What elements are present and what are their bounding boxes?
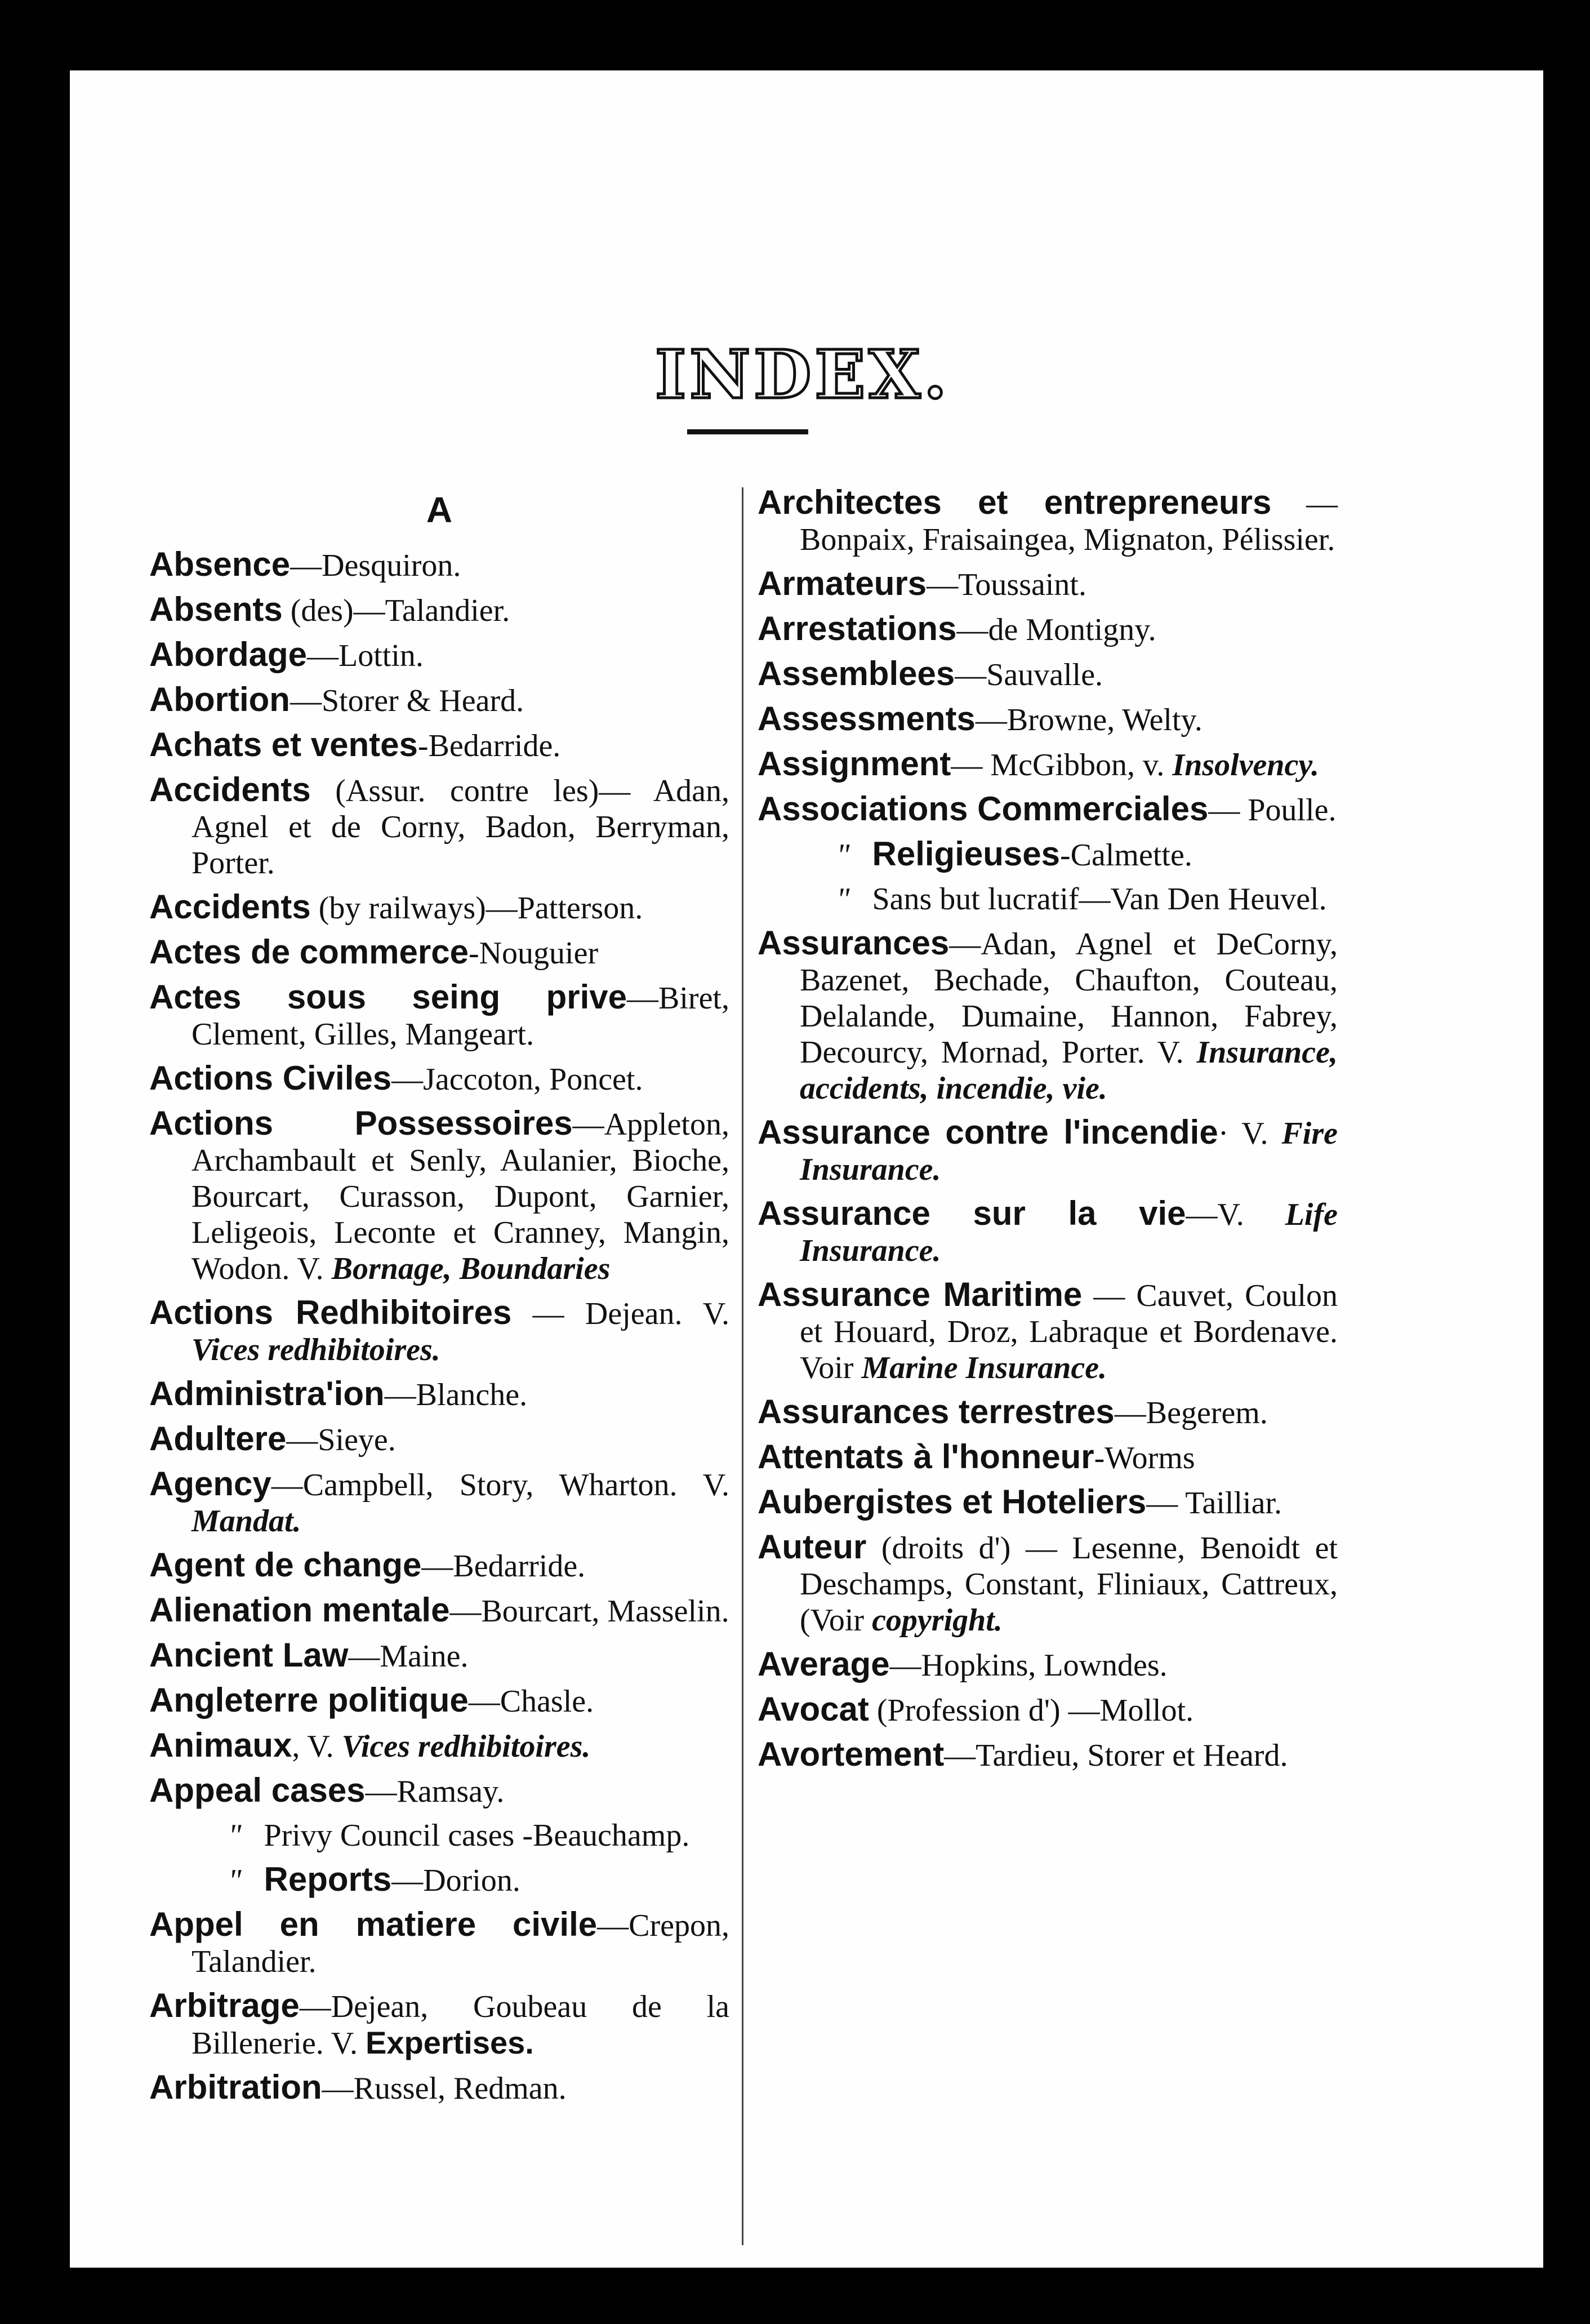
entry-authors: —Dejean, Goubeau de la Billenerie. V. bbox=[191, 1989, 729, 2061]
entry-heading: Actions Redhibitoires bbox=[149, 1294, 512, 1331]
entry-authors: (droits d') — Lesenne, Benoidt et Deschamps, Constant, Fliniaux, Cattreux, (Voir bbox=[800, 1531, 1338, 1638]
section-letter: A bbox=[426, 490, 453, 530]
ditto-mark: " bbox=[228, 1863, 242, 1898]
title-underline bbox=[687, 429, 808, 434]
entry-heading: Architectes et entrepreneurs bbox=[758, 483, 1272, 521]
index-entry bbox=[758, 1529, 1338, 1638]
index-entry bbox=[758, 701, 1338, 738]
entry-heading: Armateurs bbox=[758, 565, 927, 602]
entry-cross-reference: Bornage, Boundaries bbox=[331, 1251, 611, 1286]
index-entry bbox=[758, 566, 1338, 603]
entry-authors: —V. bbox=[1186, 1197, 1285, 1232]
entry-cross-reference: Expertises. bbox=[366, 2025, 534, 2060]
entry-heading: Absence bbox=[149, 545, 291, 583]
entry-heading: Avocat bbox=[758, 1690, 869, 1728]
entry-authors: (Assur. contre les)— Adan, Agnel et de Corny, Badon, Berryman, Porter. bbox=[191, 774, 729, 881]
entry-heading: Arbitration bbox=[149, 2068, 322, 2106]
entry-authors: (des)—Talandier. bbox=[282, 593, 510, 628]
entry-authors: Privy Council cases -Beauchamp. bbox=[264, 1818, 690, 1853]
entry-cross-reference: Marine Insurance. bbox=[861, 1350, 1107, 1385]
entry-heading: Actions Possessoires bbox=[149, 1104, 573, 1142]
entry-authors: —de Montigny. bbox=[956, 612, 1156, 647]
entry-heading: Administra'ion bbox=[149, 1375, 385, 1412]
index-entry bbox=[149, 1727, 729, 1765]
entry-authors: —Appleton, Archambault et Senly, Aulanier, Bioche, Bourcart, Curasson, Dupont, Garnier, Leligeois, Leconte et Cranney, Mangin, Wodon. V. bbox=[191, 1107, 729, 1286]
entry-authors: —Campbell, Story, Wharton. V. bbox=[271, 1468, 729, 1503]
entry-heading: Aubergistes et Hoteliers bbox=[758, 1483, 1147, 1521]
entry-authors: -Worms bbox=[1094, 1441, 1195, 1476]
entry-heading: Assurance sur la vie bbox=[758, 1194, 1186, 1232]
entry-authors: — Poulle. bbox=[1208, 793, 1337, 828]
entries-right bbox=[758, 485, 1338, 1774]
entry-authors: — McGibbon, v. bbox=[951, 748, 1173, 783]
entry-heading: Accidents bbox=[149, 888, 311, 926]
entry-heading: Abordage bbox=[149, 636, 308, 673]
entry-authors: —Russel, Redman. bbox=[322, 2071, 567, 2106]
index-entry bbox=[149, 1105, 729, 1287]
book-page bbox=[62, 70, 1543, 2268]
entry-heading: Appel en matiere civile bbox=[149, 1905, 598, 1943]
index-column-left bbox=[149, 485, 729, 2114]
entry-authors: (Profession d') —Mollot. bbox=[869, 1693, 1194, 1728]
entry-authors: —Begerem. bbox=[1114, 1396, 1268, 1430]
entry-heading: Ancient Law bbox=[149, 1636, 349, 1674]
index-entry bbox=[758, 1439, 1338, 1476]
index-entry bbox=[149, 592, 729, 629]
entry-authors: —Chasle. bbox=[468, 1684, 594, 1719]
entry-heading: Arrestations bbox=[758, 610, 957, 647]
entry-heading: Abortion bbox=[149, 681, 290, 718]
entry-authors: —Tardieu, Storer et Heard. bbox=[944, 1738, 1288, 1773]
index-entry bbox=[758, 656, 1338, 693]
entry-heading: Assurances terrestres bbox=[758, 1393, 1115, 1430]
index-entry bbox=[758, 791, 1338, 828]
index-entry bbox=[149, 979, 729, 1052]
index-column-right bbox=[758, 485, 1338, 1781]
entry-authors: —Ramsay. bbox=[365, 1774, 505, 1809]
page-title: INDEX. bbox=[655, 335, 950, 414]
index-entry bbox=[758, 1646, 1338, 1683]
entry-authors: —Adan, Agnel et DeCorny, Bazenet, Bechade, Chaufton, Couteau, Delalande, Dumaine, Hannon, Fabrey, Decourcy, Mornad, Porter. V. bbox=[800, 927, 1338, 1070]
index-entry bbox=[758, 1114, 1338, 1188]
entry-heading: Adultere bbox=[149, 1420, 287, 1458]
entry-heading: Actes de commerce bbox=[149, 933, 469, 971]
entries-left bbox=[149, 546, 729, 2107]
entry-heading: Assemblees bbox=[758, 655, 955, 692]
index-entry bbox=[149, 1682, 729, 1719]
entry-cross-reference: Insurance, accidents, incendie, vie. bbox=[800, 1035, 1338, 1106]
ditto-mark: " bbox=[836, 838, 850, 873]
entry-authors: Sans but lucratif—Van Den Heuvel. bbox=[872, 882, 1327, 917]
entry-heading: Agent de change bbox=[149, 1546, 422, 1584]
index-entry bbox=[149, 1376, 729, 1413]
index-entry bbox=[149, 1988, 729, 2061]
entry-authors: —Bourcart, Masselin. bbox=[449, 1594, 729, 1629]
entry-authors: —Lottin. bbox=[307, 638, 424, 673]
entry-heading: Auteur bbox=[758, 1528, 867, 1566]
index-entry bbox=[149, 2069, 729, 2107]
index-entry bbox=[149, 1547, 729, 1584]
ditto-mark: " bbox=[836, 882, 850, 917]
entry-authors: —Toussaint. bbox=[927, 567, 1086, 602]
entry-authors: —Bedarride. bbox=[421, 1549, 586, 1584]
entry-heading: Achats et ventes bbox=[149, 726, 418, 763]
entry-cross-reference: Vices redhibitoires. bbox=[191, 1332, 440, 1367]
index-entry bbox=[758, 485, 1338, 558]
index-entry bbox=[758, 746, 1338, 783]
entry-authors: —Hopkins, Lowndes. bbox=[889, 1648, 1168, 1683]
entry-authors: —Crepon, Talandier. bbox=[191, 1908, 729, 1979]
entry-authors: -Bedarride. bbox=[417, 728, 561, 763]
entry-cross-reference: Life Insurance. bbox=[800, 1197, 1338, 1268]
index-entry bbox=[758, 1691, 1338, 1728]
index-entry bbox=[149, 1637, 729, 1674]
entry-heading: Actes sous seing prive bbox=[149, 978, 627, 1016]
index-entry bbox=[149, 637, 729, 674]
entry-authors: , V. bbox=[292, 1729, 342, 1764]
entry-heading: Agency bbox=[149, 1465, 271, 1503]
entry-authors: — Dejean. V. bbox=[511, 1296, 729, 1331]
entry-cross-reference: Mandat. bbox=[191, 1504, 301, 1539]
entry-authors: -Calmette. bbox=[1060, 838, 1192, 873]
index-entry bbox=[758, 1277, 1338, 1386]
entry-heading: Assurances bbox=[758, 924, 950, 962]
index-entry bbox=[149, 682, 729, 719]
entry-heading: Appeal cases bbox=[149, 1771, 366, 1809]
entry-authors: —Biret, Clement, Gilles, Mangeart. bbox=[191, 981, 729, 1052]
entry-heading: Attentats à l'honneur bbox=[758, 1438, 1094, 1476]
index-entry bbox=[758, 1196, 1338, 1269]
entry-heading: Avortement bbox=[758, 1735, 945, 1773]
entry-authors: · V. bbox=[1218, 1116, 1282, 1151]
index-entry bbox=[149, 1861, 729, 1899]
entry-heading: Reports bbox=[264, 1860, 392, 1898]
entry-heading: Actions Civiles bbox=[149, 1059, 392, 1097]
entry-cross-reference: Fire Insurance. bbox=[800, 1116, 1338, 1187]
index-entry bbox=[149, 1907, 729, 1980]
index-entry bbox=[149, 934, 729, 971]
ditto-mark: " bbox=[228, 1818, 242, 1853]
entry-heading: Absents bbox=[149, 590, 283, 628]
index-entry bbox=[758, 611, 1338, 648]
entry-authors: —Bonpaix, Fraisaingea, Mignaton, Pélissier. bbox=[800, 486, 1338, 557]
entry-heading: Arbitrage bbox=[149, 1987, 300, 2024]
entry-heading: Assurance Maritime bbox=[758, 1276, 1083, 1313]
entry-authors: —Dorion. bbox=[391, 1863, 520, 1898]
index-entry bbox=[149, 1772, 729, 1810]
index-entry bbox=[149, 1592, 729, 1629]
entry-authors: —Maine. bbox=[348, 1639, 469, 1674]
index-entry bbox=[149, 889, 729, 926]
entry-heading: Animaux bbox=[149, 1726, 292, 1764]
column-divider bbox=[742, 487, 743, 2245]
entry-heading: Assessments bbox=[758, 700, 976, 737]
index-entry bbox=[149, 1295, 729, 1368]
entry-heading: Religieuses bbox=[872, 835, 1061, 873]
entry-heading: Associations Commerciales bbox=[758, 790, 1209, 828]
entry-authors: —Desquiron. bbox=[290, 548, 461, 583]
entry-authors: —Storer & Heard. bbox=[290, 683, 524, 718]
entry-authors: —Sauvalle. bbox=[955, 657, 1103, 692]
entry-heading: Angleterre politique bbox=[149, 1681, 469, 1719]
index-entry bbox=[149, 1466, 729, 1539]
entry-heading: Accidents bbox=[149, 771, 311, 808]
index-entry bbox=[149, 1421, 729, 1458]
index-entry bbox=[758, 925, 1338, 1107]
index-entry bbox=[758, 1736, 1338, 1774]
entry-authors: — Cauvet, Coulon et Houard, Droz, Labraque et Bordenave. Voir bbox=[800, 1278, 1338, 1385]
entry-authors: —Blanche. bbox=[384, 1377, 528, 1412]
index-entry bbox=[758, 881, 1338, 917]
index-entry bbox=[758, 1394, 1338, 1431]
index-entry bbox=[149, 727, 729, 764]
entry-cross-reference: Insolvency. bbox=[1172, 748, 1320, 783]
entry-authors: -Nouguier bbox=[468, 936, 599, 971]
index-entry bbox=[149, 772, 729, 881]
entry-cross-reference: copyright. bbox=[872, 1603, 1003, 1638]
entry-heading: Alienation mentale bbox=[149, 1591, 450, 1629]
entry-cross-reference: Vices redhibitoires. bbox=[341, 1729, 591, 1764]
entry-authors: —Sieye. bbox=[286, 1423, 396, 1458]
index-entry bbox=[758, 1484, 1338, 1521]
index-entry bbox=[758, 836, 1338, 873]
entry-heading: Assurance contre l'incendie bbox=[758, 1113, 1218, 1151]
index-entry bbox=[149, 546, 729, 584]
entry-authors: —Browne, Welty. bbox=[975, 703, 1202, 737]
entry-authors: — Tailliar. bbox=[1146, 1486, 1282, 1521]
entry-authors: —Jaccoton, Poncet. bbox=[391, 1062, 643, 1097]
entry-heading: Average bbox=[758, 1645, 890, 1683]
entry-authors: (by railways)—Patterson. bbox=[310, 891, 643, 926]
index-entry bbox=[149, 1818, 729, 1854]
index-entry bbox=[149, 1060, 729, 1097]
entry-heading: Assignment bbox=[758, 745, 951, 783]
